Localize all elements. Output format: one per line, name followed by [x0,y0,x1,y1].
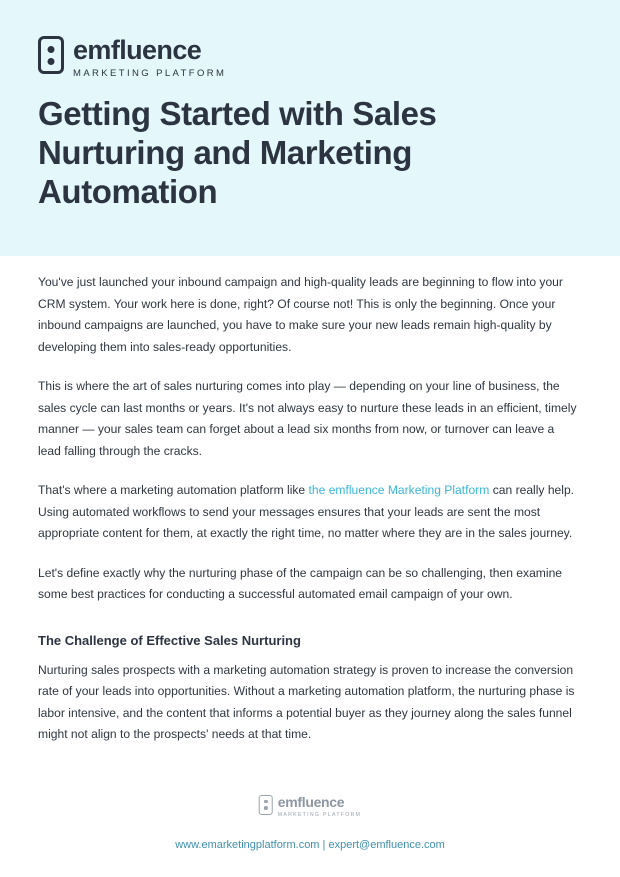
section-heading: The Challenge of Effective Sales Nurturing [38,632,301,648]
body-paragraph-1: You've just launched your inbound campaign and high-quality leads are beginning to flow into your CRM system. Your work here is done, right? Of course not! This is only the beginning. Once your inbound campaigns are launched, you have to make sure your new leads remain high-quality by developing them into sales-ready opportunities. [38,275,563,354]
brand-logo [38,36,226,79]
footer-logo-word: emfluence [277,794,345,810]
link-paragraph-before: That's where a marketing automation platform like [38,483,309,497]
page-footer [0,785,620,877]
section-paragraph: Nurturing sales prospects with a marketing automation strategy is proven to increase the conversion rate of your leads into opportunities. Without a marketing automation platform, the nurturing phase is labor intensive, and the content that informs a potential buyer as they journey along the sales funnel might not align to the prospects' needs at that time. [38,662,575,741]
footer-website-link[interactable]: www.emarketingplatform.com [175,839,320,851]
footer-contact [0,837,620,853]
brand-logo-word: emfluence [73,35,202,65]
footer-email-link[interactable]: expert@emfluence.com [328,839,445,851]
link-paragraph-after: can really help. Using automated workflows to send your messages ensures that your leads are sent the most appropriate content for them, at exactly the right time, no matter where they are in the sales journey. [38,483,575,540]
footer-logo [259,795,362,818]
body-paragraph-4: Let's define exactly why the nurturing phase of the campaign can be so challenging, then examine some best practices for conducting a successful automated email campaign of your own. [38,565,563,601]
body-paragraph-3 [38,480,580,545]
emfluence-mark-icon-small [259,795,273,815]
header-band [0,0,620,256]
footer-logo-text [278,795,362,818]
body-paragraph-2: This is where the art of sales nurturing comes into play — depending on your line of business, the sales cycle can last months or years. It's not always easy to nurture these leads in an efficient, timely manner — your sales team can forget about a lead six months from now, or turnover can leave a lead falling through the cracks. [38,379,577,458]
document-body [38,272,580,746]
emfluence-platform-link[interactable]: the emfluence Marketing Platform [308,483,490,497]
brand-logo-tagline: MARKETING PLATFORM [73,68,227,79]
page-title: Getting Started with Sales Nurturing and Marketing Automation [38,95,437,210]
brand-logo-text [73,36,226,79]
emfluence-mark-icon [38,36,64,74]
footer-logo-tagline: MARKETING PLATFORM [277,812,362,818]
footer-separator: | [319,839,329,851]
